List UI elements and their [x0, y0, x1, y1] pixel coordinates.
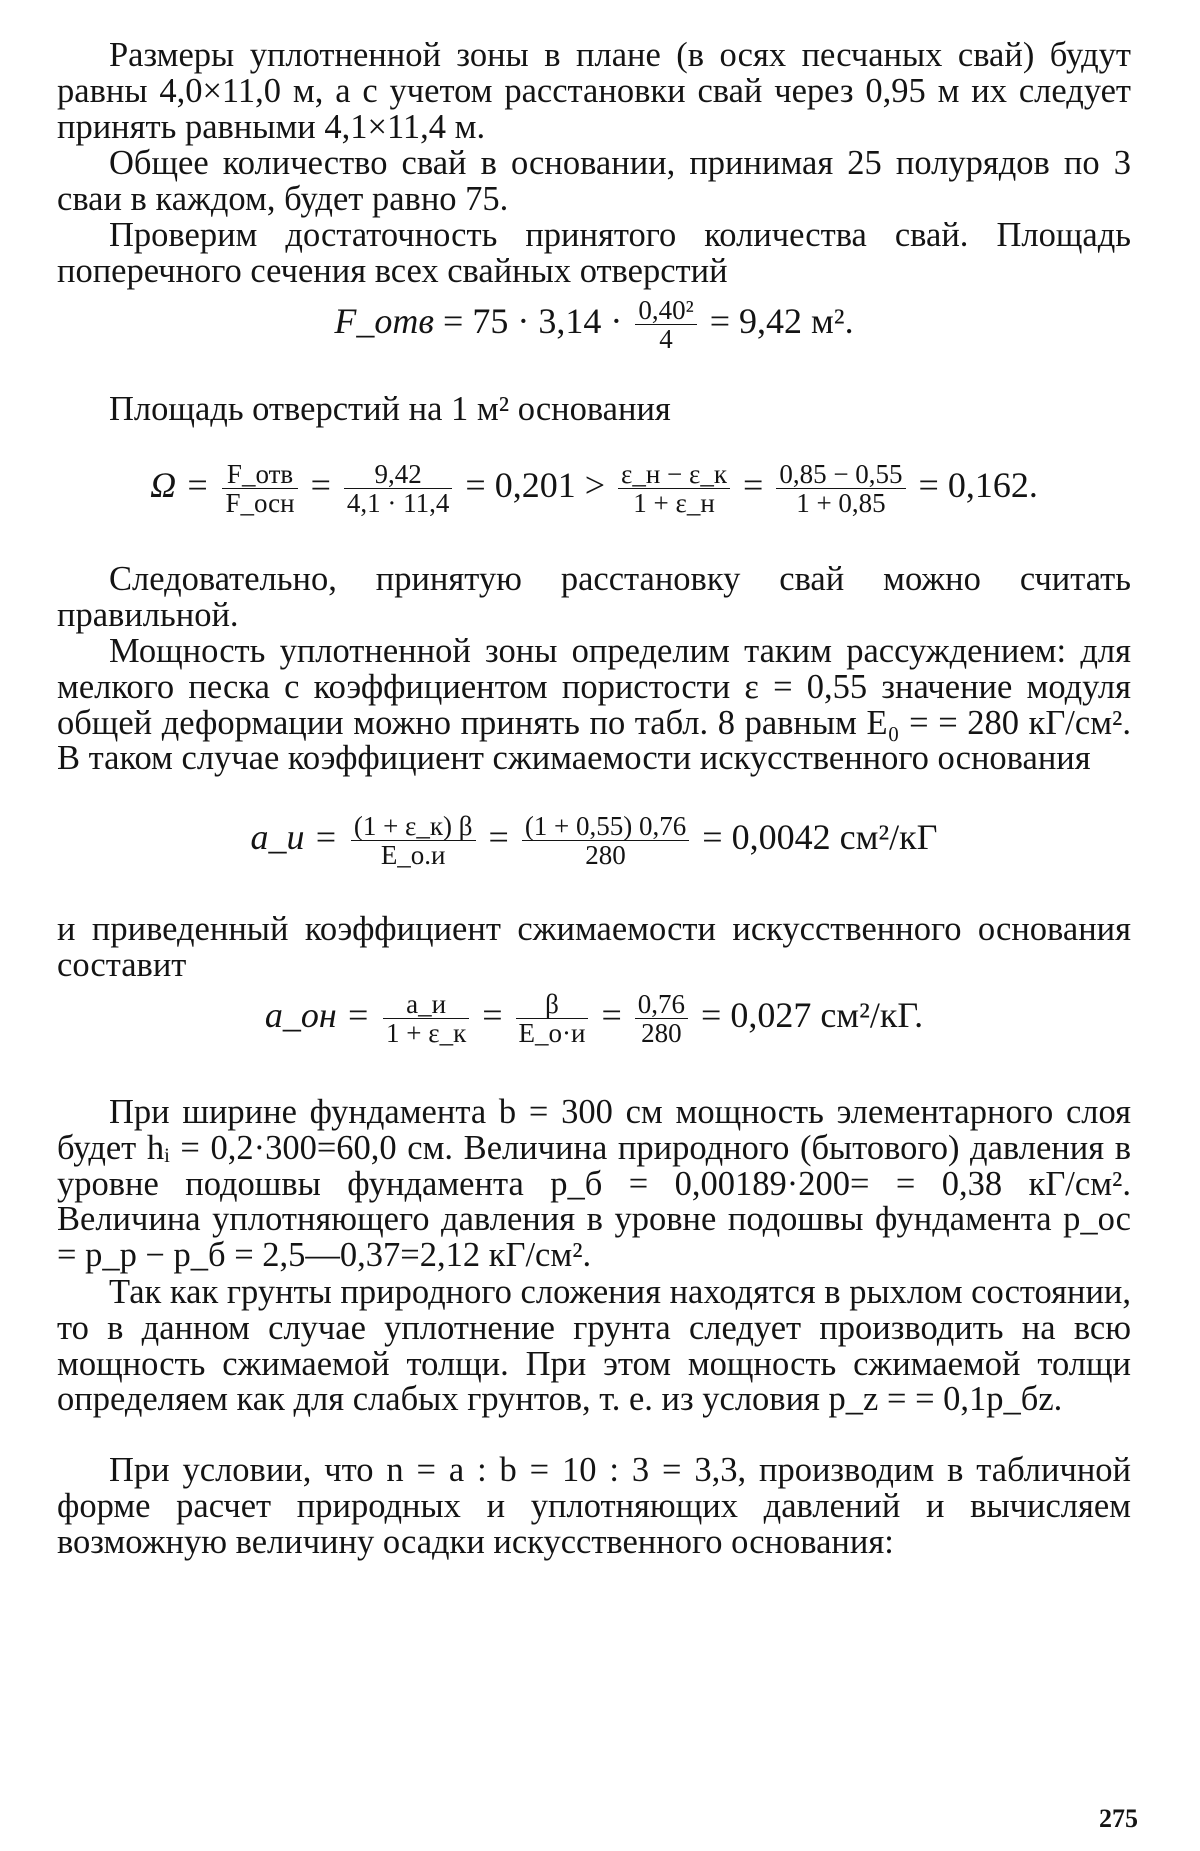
eq1-num: 0,40² — [635, 296, 696, 325]
paragraph-reduced-coefficient: и приведенный коэффициент сжимаемости искусственного основания составит — [57, 910, 1131, 984]
eq4-f3-num: 0,76 — [635, 990, 688, 1019]
paragraph-pile-count: Общее количество свай в основании, принимая 25 полурядов по 3 сваи в каждом, будет равно 75. — [57, 144, 1131, 218]
eq2-end: = 0,162. — [918, 465, 1038, 506]
eq4-lhs: a_он = — [264, 995, 371, 1036]
eq2-f1-den: F_осн — [225, 488, 295, 519]
paragraph-table-calc: При условии, что n = a : b = 10 : 3 = 3,3, производим в табличной форме расчет природных и уплотняющих давлений и вычисляем возможную величину осадки искусственного основания: — [57, 1451, 1131, 1561]
eq2-fraction-1 — [222, 460, 297, 518]
eq4-f3-den: 280 — [641, 1018, 682, 1049]
eq4-end: = 0,027 см²/кГ. — [701, 995, 924, 1036]
paragraph-zone-thickness: Мощность уплотненной зоны определим таким рассуждением: для мелкого песка с коэффициентом пористости ε = 0,55 значение модуля общей деформации можно принять по табл. 8 равным E₀ = = 280 кГ/см². В таком случае коэффициент сжимаемости искусственного основания — [57, 632, 1131, 778]
paragraph-check-sufficiency: Проверим достаточность принятого количества свай. Площадь поперечного сечения всех свайных отверстий — [57, 216, 1131, 290]
eq3-f2-num: (1 + 0,55) 0,76 — [522, 812, 689, 841]
eq2-f2-num: 9,42 — [344, 460, 453, 489]
eq4-f1-den: 1 + ε_к — [386, 1018, 467, 1049]
eq4-fraction-2 — [516, 990, 589, 1048]
eq4-eq-b: = — [601, 995, 622, 1036]
eq1-a: = 75 · 3,14 · — [443, 301, 623, 342]
eq3-lhs: a_и = — [250, 817, 338, 858]
eq2-fraction-4 — [776, 460, 905, 518]
eq1-lhs: F_отв — [334, 301, 435, 342]
eq2-fraction-3 — [618, 460, 730, 518]
eq2-f3-den: 1 + ε_н — [633, 488, 715, 519]
equation-omega — [57, 460, 1131, 518]
eq3-f1-den: E_о.и — [380, 840, 446, 871]
paragraph-foundation-width: При ширине фундамента b = 300 см мощность элементарного слоя будет hᵢ = 0,2·300=60,0 см. Величина природного (бытового) давления в уровне подошвы фундамента p_б = 0,00189·200= = 0,38 кГ/см². Величина уплотняющего давления в уровне подошвы фундамента p_ос = p_р − p_б = 2,5—0,37=2,12 кГ/см². — [57, 1093, 1131, 1275]
equation-compressibility — [57, 812, 1131, 870]
eq1-den: 4 — [659, 324, 673, 355]
eq3-f1-num: (1 + ε_к) β — [351, 812, 476, 841]
eq2-eq-a: = — [310, 465, 331, 506]
eq3-fraction-2 — [522, 812, 689, 870]
eq4-eq-a: = — [482, 995, 503, 1036]
eq2-f3-num: ε_н − ε_к — [618, 460, 730, 489]
eq2-f2-den: 4,1 · 11,4 — [346, 488, 450, 519]
eq2-mid: = 0,201 > — [465, 465, 606, 506]
equation-reduced-compressibility — [57, 990, 1131, 1048]
eq4-f2-num: β — [516, 990, 589, 1019]
eq4-f2-den: E_о·и — [518, 1018, 586, 1049]
eq2-eq-b: = — [743, 465, 764, 506]
eq3-fraction-1 — [351, 812, 476, 870]
paragraph-zone-size: Размеры уплотненной зоны в плане (в осях песчаных свай) будут равны 4,0×11,0 м, а с учетом расстановки свай через 0,95 м их следует принять равными 4,1×11,4 м. — [57, 36, 1131, 146]
eq1-fraction — [635, 296, 696, 354]
paragraph-conclusion: Следовательно, принятую расстановку свай можно считать правильной. — [57, 560, 1131, 634]
eq4-f1-num: a_и — [383, 990, 469, 1019]
eq2-f4-num: 0,85 − 0,55 — [776, 460, 905, 489]
eq4-fraction-1 — [383, 990, 469, 1048]
eq2-lhs: Ω = — [150, 465, 210, 506]
page-number: 275 — [1099, 1804, 1138, 1833]
eq3-eq-a: = — [488, 817, 509, 858]
eq3-end: = 0,0042 см²/кГ — [702, 817, 938, 858]
eq4-fraction-3 — [635, 990, 688, 1048]
equation-hole-area — [57, 296, 1131, 354]
eq3-f2-den: 280 — [585, 840, 626, 871]
paragraph-loose-soils: Так как грунты природного сложения находятся в рыхлом состоянии, то в данном случае уплотнение грунта следует производить на всю мощность сжимаемой толщи. При этом мощность сжимаемой толщи определяем как для слабых грунтов, т. е. из условия p_z = = 0,1p_бz. — [57, 1273, 1131, 1419]
eq2-f4-den: 1 + 0,85 — [796, 488, 886, 519]
paragraph-area-per-m2: Площадь отверстий на 1 м² основания — [109, 390, 671, 428]
eq2-fraction-2 — [344, 460, 453, 518]
eq2-f1-num: F_отв — [222, 460, 297, 489]
eq1-b: = 9,42 м². — [709, 301, 854, 342]
